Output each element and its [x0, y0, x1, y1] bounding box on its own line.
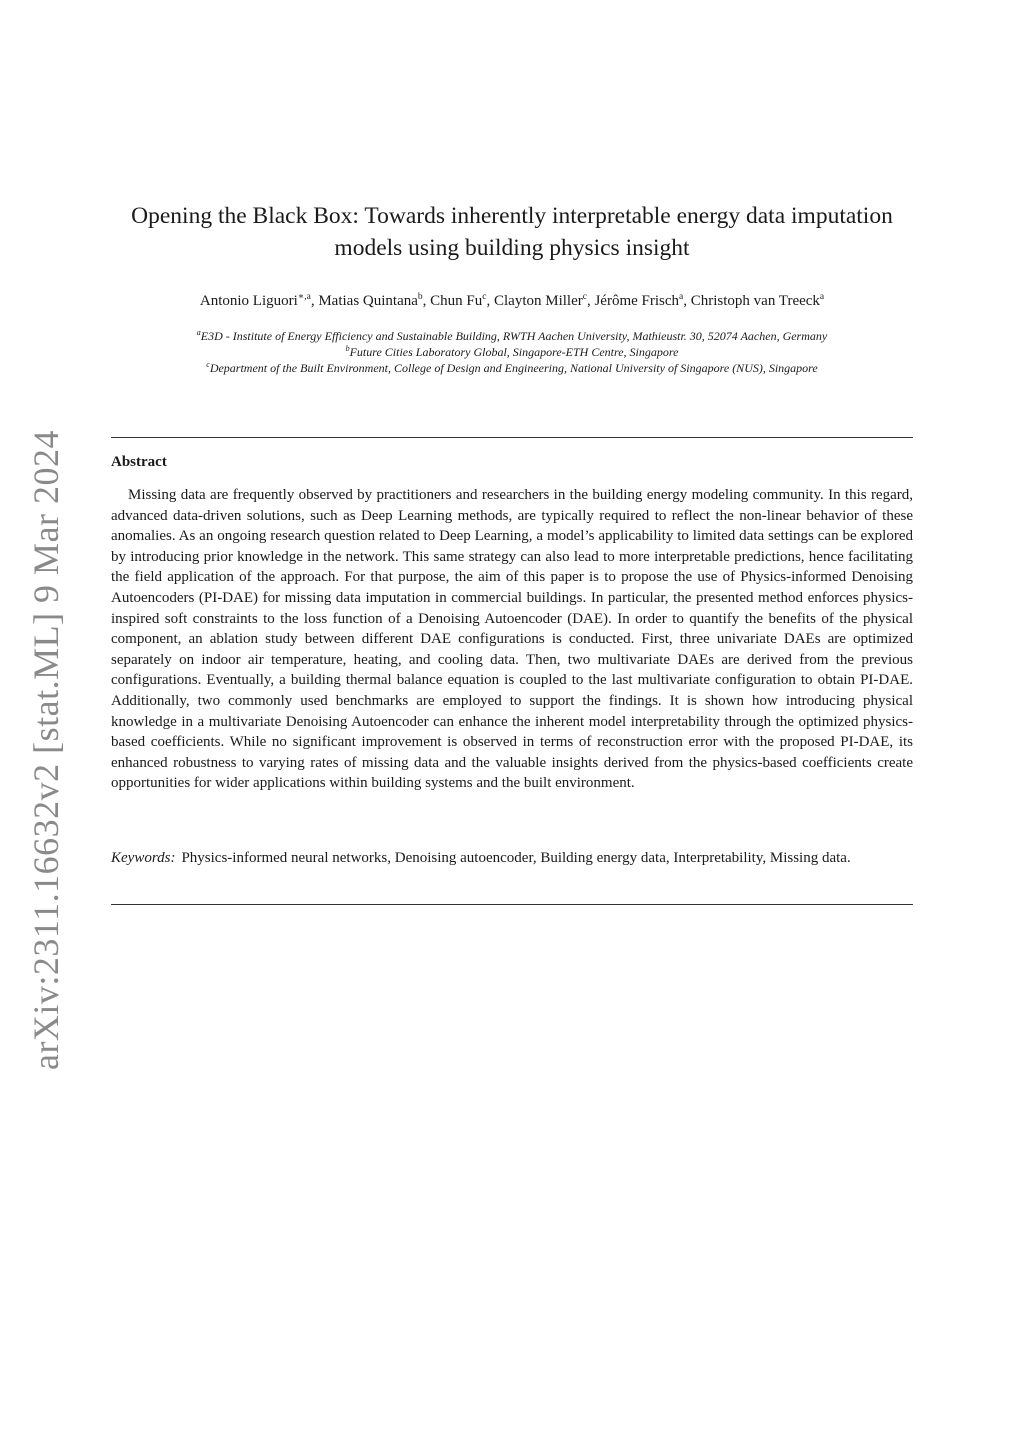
- author-affiliation-mark: c: [582, 292, 587, 302]
- abstract-bottom-divider: [111, 904, 913, 905]
- author: Chun Fu$^c$,: [430, 292, 494, 309]
- arxiv-identifier: arXiv:2311.16632v2 [stat.ML] 9 Mar 2024: [26, 429, 66, 1071]
- author-name: Clayton Miller: [493, 293, 583, 309]
- affiliation-mark: b: [345, 344, 350, 353]
- abstract-text: Missing data are frequently observed by practitioners and researchers in the building energy modeling community. In this regard, advanced data-driven solutions, such as Deep Learning methods, are typically required to reflect the non-linear behavior of these anomalies. As an ongoing research question related to Deep Learning, a model’s applicability to limited data settings can be explored by introducing prior knowledge in the network. This same strategy can also lead to more interpretable predictions, hence facilitating the field application of the approach. For that purpose, the aim of this paper is to propose the use of Physics-informed Denoising Autoencoders (PI-DAE) for missing data imputation in commercial buildings. In particular, the presented method enforces physics-inspired soft constraints to the loss function of a Denoising Autoencoder (DAE). In order to quantify the benefits of the physical component, an ablation study between different DAE configurations is conducted. First, three univariate DAEs are optimized separately on indoor air temperature, heating, and cooling data. Then, two multivariate DAEs are derived from the previous configurations. Eventually, a building thermal balance equation is coupled to the last multivariate configuration to obtain PI-DAE. Additionally, two commonly used benchmarks are employed to support the findings. It is shown how introducing physical knowledge in a multivariate Denoising Autoencoder can enhance the inherent model interpretability through the optimized physics-based coefficients. While no significant improvement is observed in terms of reconstruction error with the proposed PI-DAE, its enhanced robustness to varying rates of missing data and the valuable insights derived from the physics-based coefficients create opportunities for wider applications within building systems and the built environment.: [111, 487, 913, 792]
- author-affiliation-mark: a: [819, 292, 825, 302]
- affiliation-text: Future Cities Laboratory Global, Singapore-ETH Centre, Singapore: [349, 345, 679, 359]
- author: Jérôme Frisch$^a$,: [594, 292, 691, 309]
- abstract-heading: Abstract: [111, 454, 167, 470]
- affiliation-mark: c: [206, 360, 210, 369]
- affiliation: [100, 328, 924, 344]
- author-affiliation-mark: a: [679, 292, 684, 302]
- author-affiliation-mark: ∗,a: [297, 292, 311, 302]
- author: [691, 293, 824, 309]
- affiliation-text: E3D - Institute of Energy Efficiency and Sustainable Building, RWTH Aachen University, Mathieustr. 30, 52074 Aachen, Germany: [200, 329, 828, 343]
- author-name: Jérôme Frisch: [594, 293, 680, 309]
- affiliation-mark: a: [196, 328, 201, 337]
- author-name: Matias Quintana: [318, 293, 418, 309]
- author-affiliation-mark: c: [482, 292, 487, 302]
- keywords-label: Keywords:: [111, 850, 176, 866]
- affiliation-text: Department of the Built Environment, College of Design and Engineering, National University of Singapore (NUS), Singapore: [209, 361, 818, 375]
- author-name: Chun Fu: [430, 293, 483, 309]
- keywords-text: Physics-informed neural networks, Denoising autoencoder, Building energy data, Interpretability, Missing data.: [181, 850, 851, 866]
- affiliation: [100, 344, 924, 360]
- author: Antonio Liguori$^{∗,a}$,: [199, 292, 319, 309]
- abstract-top-divider: [111, 437, 913, 438]
- keywords: [111, 848, 871, 869]
- author-name: Antonio Liguori: [199, 293, 298, 309]
- author-list: [100, 291, 924, 311]
- paper-title: Opening the Black Box: Towards inherently interpretable energy data imputation models using building physics insight: [131, 203, 893, 261]
- author: Matias Quintana$^b$,: [318, 292, 431, 309]
- author: Clayton Miller$^c$,: [493, 292, 595, 309]
- author-affiliation-mark: b: [417, 292, 423, 302]
- affiliation-list: [100, 328, 924, 376]
- author-name: Christoph van Treeck: [690, 293, 820, 309]
- affiliation: [100, 360, 924, 376]
